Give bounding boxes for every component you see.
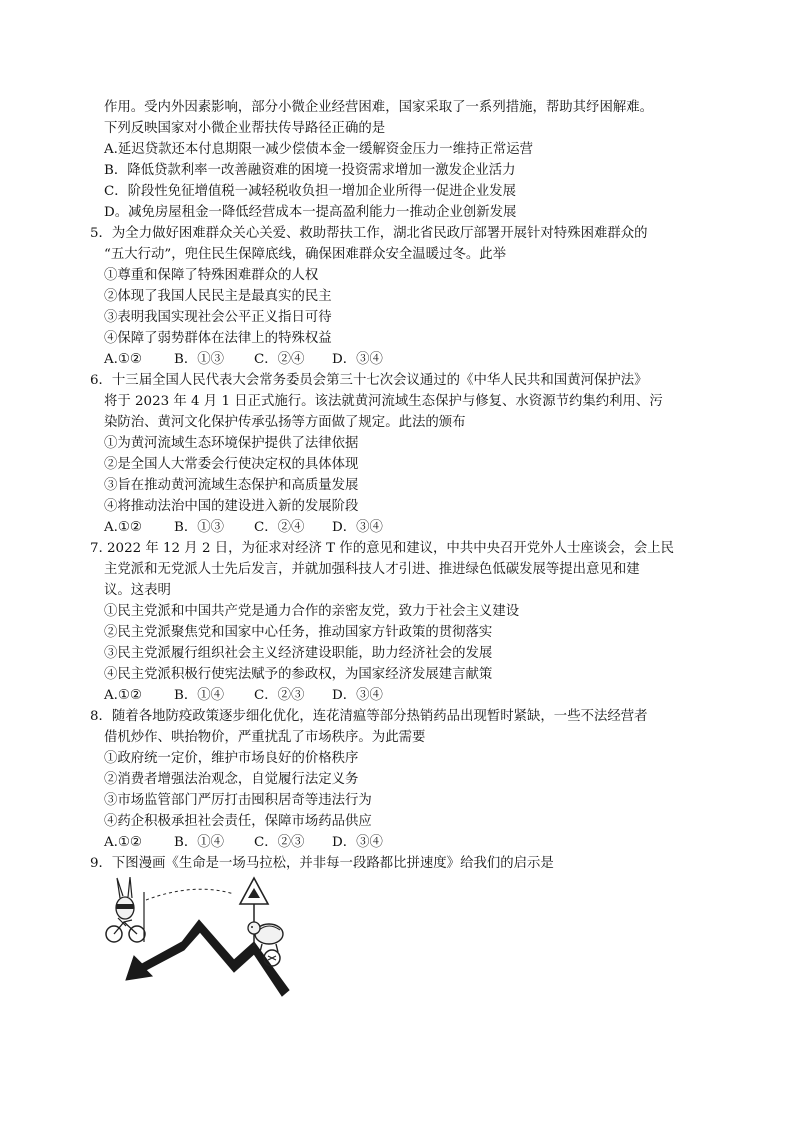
q6-stem-line-2: 将于 2023 年 4 月 1 日正式施行。该法就黄河流域生态保护与修复、水资源节约集约利用、污 bbox=[104, 394, 663, 409]
marathon-cartoon bbox=[104, 872, 314, 1002]
q4-option-b: B．降低贷款利率一改善融资难的困境一投资需求增加一激发企业活力 bbox=[104, 163, 516, 178]
q7-choice-d: D．③④ bbox=[332, 688, 383, 703]
q7-stem-line-1: 7. 2022 年 12 月 2 日，为征求对经济 T 作的意见和建议，中共中央召开党外人士座谈会，会上民 bbox=[90, 541, 675, 556]
q7-stem-line-2: 主党派和无党派人士先后发言，并就加强科技人才引进、推进绿色低碳发展等提出意见和建 bbox=[104, 562, 640, 577]
rabbit-cyclist-icon bbox=[106, 877, 145, 942]
q5-statement-4: ④保障了弱势群体在法律上的特殊权益 bbox=[104, 331, 332, 346]
q5-choice-b: B．①③ bbox=[174, 352, 225, 367]
q5-statement-3: ③表明我国实现社会公平正义指日可待 bbox=[104, 310, 332, 325]
q8-choice-c: C．②③ bbox=[254, 835, 305, 850]
q4-stem-line-2: 下列反映国家对小微企业帮扶传导路径正确的是 bbox=[104, 121, 386, 136]
q8-choices bbox=[104, 833, 504, 853]
q6-stem-line-3: 染防治、黄河文化保护传承弘扬等方面做了规定。此法的颁布 bbox=[104, 415, 466, 430]
q8-statement-3: ③市场监管部门严厉打击囤积居奇等违法行为 bbox=[104, 793, 372, 808]
q7-choice-a: A.①② bbox=[104, 688, 142, 703]
q6-choice-b: B．①③ bbox=[174, 520, 225, 535]
q6-statement-3: ③旨在推动黄河流域生态保护和高质量发展 bbox=[104, 478, 359, 493]
q6-statement-1: ①为黄河流域生态环境保护提供了法律依据 bbox=[104, 436, 359, 451]
q5-statement-1: ①尊重和保障了特殊困难群众的人权 bbox=[104, 268, 319, 283]
q8-stem-line-2: 借机炒作、哄抬物价，严重扰乱了市场秩序。为此需要 bbox=[104, 730, 426, 745]
q7-choice-b: B．①④ bbox=[174, 688, 225, 703]
dash-trail bbox=[146, 889, 234, 900]
q8-choice-a: A.①② bbox=[104, 835, 142, 850]
q7-statement-3: ③民主党派履行组织社会主义经济建设职能，助力经济社会的发展 bbox=[104, 646, 493, 661]
q9-stem: 9．下图漫画《生命是一场马拉松，并非每一段路都比拼速度》给我们的启示是 bbox=[90, 856, 554, 871]
q6-statement-2: ②是全国人大常委会行使决定权的具体体现 bbox=[104, 457, 359, 472]
q5-stem-line-2: “五大行动”，兜住民生保障底线，确保困难群众安全温暖过冬。此举 bbox=[104, 247, 507, 262]
q5-choice-d: D．③④ bbox=[332, 352, 383, 367]
q7-statement-1: ①民主党派和中国共产党是通力合作的亲密友党，致力于社会主义建设 bbox=[104, 604, 520, 619]
q6-statement-4: ④将推动法治中国的建设进入新的发展阶段 bbox=[104, 499, 359, 514]
q8-statement-4: ④药企积极承担社会责任，保障市场药品供应 bbox=[104, 814, 372, 829]
q8-stem-line-1: 8．随着各地防疫政策逐步细化优化，连花清瘟等部分热销药品出现暂时紧缺，一些不法经营者 bbox=[90, 709, 648, 724]
q6-choices bbox=[104, 518, 504, 538]
q7-choices bbox=[104, 686, 504, 706]
q5-statement-2: ②体现了我国人民民主是最真实的民主 bbox=[104, 289, 332, 304]
q6-choice-a: A.①② bbox=[104, 520, 142, 535]
q5-choices bbox=[104, 350, 504, 370]
q4-option-a: A.延迟贷款还本付息期限一减少偿债本金一缓解资金压力一维持正常运营 bbox=[104, 142, 534, 157]
q4-option-c: C．阶段性免征增值税一减轻税收负担一增加企业所得一促进企业发展 bbox=[104, 184, 516, 199]
q4-stem-line-1: 作用。受内外因素影响，部分小微企业经营困难，国家采取了一系列措施，帮助其纾困解难。 bbox=[104, 100, 654, 115]
q8-statement-2: ②消费者增强法治观念，自觉履行法定义务 bbox=[104, 772, 359, 787]
q4-option-d: D。减免房屋租金一降低经营成本一提高盈利能力一推动企业创新发展 bbox=[104, 205, 517, 220]
q7-statement-2: ②民主党派聚焦党和国家中心任务，推动国家方针政策的贯彻落实 bbox=[104, 625, 493, 640]
q8-choice-b: B．①④ bbox=[174, 835, 225, 850]
q8-choice-d: D．③④ bbox=[332, 835, 383, 850]
q7-statement-4: ④民主党派积极行使宪法赋予的参政权，为国家经济发展建言献策 bbox=[104, 667, 493, 682]
q5-choice-c: C．②④ bbox=[254, 352, 305, 367]
q6-stem-line-1: 6．十三届全国人民代表大会常务委员会第三十七次会议通过的《中华人民共和国黄河保护法》 bbox=[90, 373, 648, 388]
q5-choice-a: A.①② bbox=[104, 352, 142, 367]
q6-choice-c: C．②④ bbox=[254, 520, 305, 535]
q6-choice-d: D．③④ bbox=[332, 520, 383, 535]
q7-choice-c: C．②③ bbox=[254, 688, 305, 703]
q5-stem-line-1: 5．为全力做好困难群众关心关爱、救助帮扶工作，湖北省民政厅部署开展针对特殊困难群众的 bbox=[90, 226, 648, 241]
q8-statement-1: ①政府统一定价，维护市场良好的价格秩序 bbox=[104, 751, 359, 766]
q7-stem-line-3: 议。这表明 bbox=[104, 583, 171, 598]
